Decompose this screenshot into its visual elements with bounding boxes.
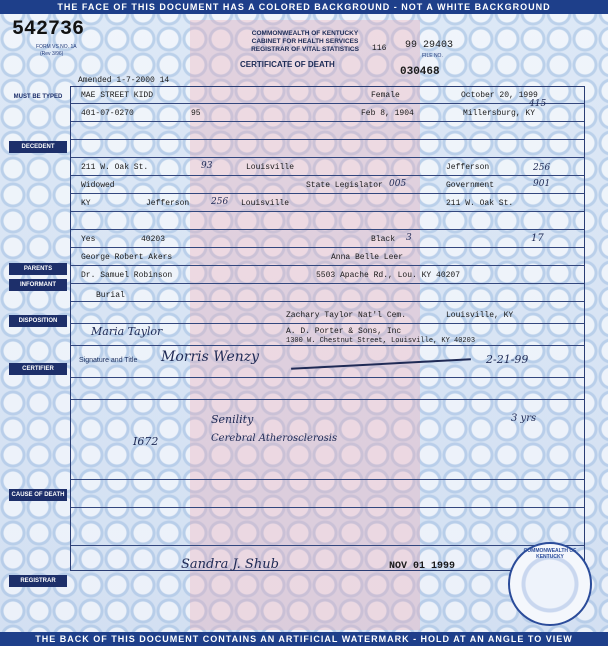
file-number: 99 29403	[405, 40, 454, 51]
race: Black	[371, 235, 396, 244]
mother-name: Anna Belle Leer	[331, 253, 404, 262]
registrar-signature: Sandra J. Shub	[181, 557, 279, 572]
registrar-label: REGISTRAR	[9, 575, 67, 587]
parents-label: PARENTS	[9, 263, 67, 275]
residence-state: KY	[81, 199, 91, 208]
cause-interval: 3 yrs	[511, 413, 537, 424]
header-line-3: REGISTRAR OF VITAL STATISTICS	[251, 46, 359, 53]
father-name: George Robert Akers	[81, 253, 173, 262]
social-security-number: 401-07-0270	[81, 109, 134, 118]
cemetery-location: Louisville, KY	[446, 311, 514, 320]
decedent-label: DECEDENT	[9, 141, 67, 153]
immediate-cause: Senility	[211, 413, 254, 426]
file-prefix: 116	[372, 44, 387, 53]
residence-county: Jefferson	[446, 163, 490, 172]
form-revision: (Rev 3/96)	[40, 51, 64, 57]
form-number: FORM VS NO. 1A	[36, 44, 77, 50]
inside-city-limits: Yes	[81, 235, 96, 244]
certificate-form	[11, 86, 585, 584]
certificate-title: CERTIFICATE OF DEATH	[240, 60, 335, 69]
state-number: 030468	[400, 66, 440, 78]
decedent-sex: Female	[371, 91, 400, 100]
education-years: 17	[531, 233, 544, 244]
icd-code: I672	[133, 435, 159, 448]
serial-number: 542736	[12, 18, 85, 41]
certifier-date: 2-21-99	[486, 353, 529, 366]
birth-date: Feb 8, 1904	[361, 109, 414, 118]
marital-status: Widowed	[81, 181, 115, 190]
occupation: State Legislator	[306, 181, 383, 190]
residence-county-2: Jefferson	[146, 199, 190, 208]
occupation-code: 005	[389, 179, 407, 189]
residence-county-code: 256	[533, 163, 551, 173]
informant-label: INFORMANT	[9, 279, 67, 291]
seal-text: COMMONWEALTH OF KENTUCKY	[523, 548, 577, 560]
funeral-director-signature: Maria Taylor	[91, 325, 163, 338]
signature-and-title-label: Signature and Title	[79, 357, 138, 364]
residence-city-2: Louisville	[241, 199, 290, 208]
header-line-2: CABINET FOR HEALTH SERVICES	[251, 38, 359, 45]
disposition-label: DISPOSITION	[9, 315, 67, 327]
certifier-label: CERTIFIER	[9, 363, 67, 375]
informant-name: Dr. Samuel Robinson	[81, 271, 173, 280]
industry-code: 901	[533, 179, 551, 189]
informant-address: 5503 Apache Rd., Lou. KY 40207	[316, 271, 461, 280]
file-number-label: FILE NO.	[422, 53, 443, 59]
residence-street-2: 211 W. Oak St.	[446, 199, 514, 208]
date-of-death: October 20, 1999	[461, 91, 538, 100]
funeral-home-address: 1300 W. Chestnut Street, Louisville, KY 40203	[286, 337, 476, 345]
birthplace-code: 415	[529, 99, 547, 109]
disposition-method: Burial	[96, 291, 125, 300]
certifier-signature: Morris Wenzy	[161, 349, 260, 365]
residence-street: 211 W. Oak St.	[81, 163, 149, 172]
birthplace: Millersburg, KY	[463, 109, 536, 118]
bottom-warning-banner: THE BACK OF THIS DOCUMENT CONTAINS AN ARTIFICIAL WATERMARK - HOLD AT AN ANGLE TO VIEW	[0, 632, 608, 646]
funeral-home: A. D. Porter & Sons, Inc	[286, 327, 402, 336]
residence-code: 93	[201, 161, 213, 171]
must-be-typed-label: MUST BE TYPED	[13, 94, 63, 100]
decedent-name: MAE STREET KIDD	[81, 91, 154, 100]
decedent-age: 95	[191, 109, 201, 118]
underlying-cause: Cerebral Atherosclerosis	[211, 433, 338, 444]
residence-county-2-code: 256	[211, 197, 229, 207]
industry: Government	[446, 181, 495, 190]
state-seal	[508, 542, 592, 626]
registrar-date: NOV 01 1999	[389, 561, 456, 572]
cause-of-death-label: CAUSE OF DEATH	[9, 489, 67, 501]
cemetery-name: Zachary Taylor Nat'l Cem.	[286, 311, 407, 320]
residence-city: Louisville	[246, 163, 295, 172]
race-code: 3	[406, 233, 412, 243]
zip-code: 40203	[141, 235, 166, 244]
top-warning-banner: THE FACE OF THIS DOCUMENT HAS A COLORED BACKGROUND - NOT A WHITE BACKGROUND	[0, 0, 608, 14]
amended-note: Amended 1-7-2000 14	[78, 76, 170, 85]
header-line-1: COMMONWEALTH OF KENTUCKY	[251, 30, 359, 37]
